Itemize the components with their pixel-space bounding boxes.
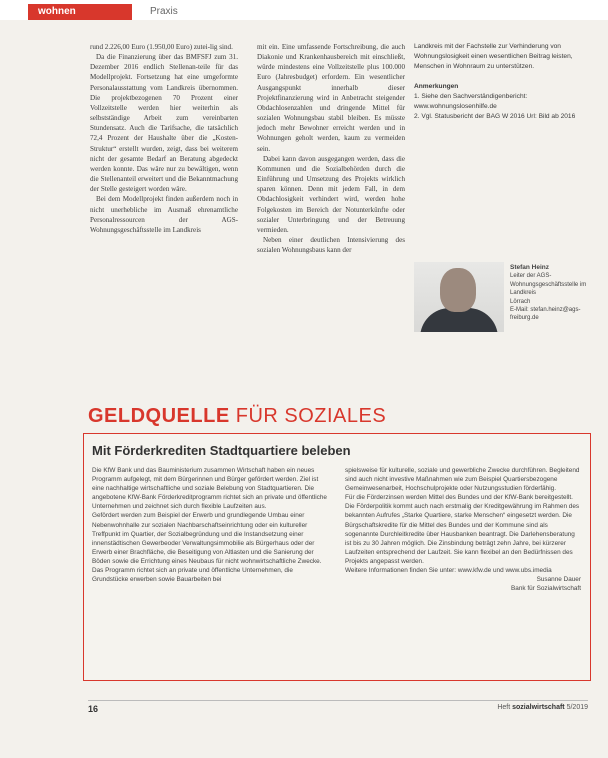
section-title-bold: GELDQUELLE [88,405,230,427]
paragraph: Dabei kann davon ausgegangen werden, dass die Kommunen und die Sozialbehörden durch die Einführung und Umsetzung des Projekts wirklich sparen können. Denn mit jedem Fall, in dem Obdachlosigkeit verhindert wird, werden hohe Folgekosten im Bereich der Notunterkünfte oder sozialer Unterbringung und der Betreuung vermieden. [257,154,405,234]
notes-heading: Anmerkungen [414,83,459,90]
author-bio [510,264,592,323]
paragraph: spielsweise für kulturelle, soziale und gewerbliche Zwecke durchführen. Begleitend sind auch nicht investive Maßnahmen wie zum Beispiel Quartiersbezogene Gemeinwesenarbeit, Hochschulprojekte oder Nutzungsstudien förderfähig. [345,467,580,493]
note-item: 2. Vgl. Statusbericht der BAG W 2016 Url: Bild ab 2016 [414,113,576,120]
magazine-issue: 5/2019 [564,704,588,711]
author-photo [414,262,504,332]
signature-name: Susanne Dauer [536,576,581,584]
paragraph: Die KfW Bank und das Bauministerium zusammen Wirtschaft haben ein neues Programm aufgelegt, mit dem Bürgerinnen und Bürger gefördert werden. Ziel ist eine nachhaltige wirtschaftliche und soziale Belebung von Stadtquartieren. Die angebotene KfW-Bank Förderkreditprogramm richtet sich an private und öffentliche Unternehmen und zeichnet sich durch flexible Laufzeiten aus. [92,467,327,511]
subsection-label: Praxis [150,6,178,17]
bio-line: Lörrach [510,298,531,305]
magazine-label [497,704,588,711]
section-title-rest: FÜR SOZIALES [229,405,387,427]
paragraph: Bei dem Modellprojekt finden außerdem noch in nicht unerhebliche im Ausmaß ehrenamtliche Personalressourcen der AGS-Wohnungsgeschäftsstelle im Landkreis [90,195,238,234]
paragraph: Weitere Informationen finden Sie unter: www.kfw.de und www.ubs.imedia [345,567,552,575]
paragraph: Da die Finanzierung über das BMFSFJ zum 31. Dezember 2016 endlich Stellenan-teile für das Modellprojekt. Fortsetzung hat eine umgeformte Personalausstattung vom Landkreis übernommen. Die projektbezogenen 70 Prozent einer Vollzeitstelle werden hier weiterhin als selbstständige Arbeit zum vereinbarten Stundensatz. Auch die Tarifsache, die tatsächlich 72,4 Prozent der Haushalte über die „Kosten-Struktur“ erstellt wurden, zeigt, dass bei weiterem nicht der gesamte Bedarf an Beratung abgedeckt werden konnte. Das wäre nur zu bewältigen, wenn die Stellenanteil erweitert und die Bekanntmachung der Stelle gesteigert worden wäre. [90,53,238,194]
bio-line: freiburg.de [510,315,539,322]
paragraph: Landkreis mit der Fachstelle zur Verhinderung von Wohnungslosigkeit einen wesentlichen Beitrag leisten, Menschen in Wohnraum zu unterstützen. [414,43,573,70]
paragraph: Für die Förderzinsen werden Mittel des Bundes und der KfW-Bank bereitgestellt. Die Förderpolitik kommt auch nach erstmalig der Kreditgewährung im Rahmen des bekannten Aufrufes „Starke Quartiere, starke Menschen“ eingesetzt werden. Die Bürgschaftskredite für die Mittel des Bundes und der Kommune sind als sogenannte Durchleitkredite über Hausbanken beantragt. Die Darlehensberatung ist bis zu 30 Jahren möglich. Die Zinsbindung beträgt zehn Jahre, bei kürzerer Laufzeiten entsprechend der Laufzeit. Sie kann flexibel an den Bedürfnissen des Projekts angepasst werden. [345,494,580,565]
paragraph: Das Programm richtet sich an private und öffentliche Unternehmen, die Grundstücke erwerben sowie Bauarbeiten bei [92,567,293,584]
footer-rule [88,700,588,701]
bio-line: Leiter der AGS-Wohnungsgeschäftsstelle im Landkreis [510,273,587,297]
info-box-column-2 [345,466,581,593]
info-box-column-1 [92,466,330,584]
signature-org: Bank für Sozialwirtschaft [511,585,581,593]
section-title [88,405,386,428]
info-box-heading: Mit Förderkrediten Stadtquartiere beleben [92,443,351,458]
magazine-name: sozialwirtschaft [512,704,565,711]
top-bar [0,0,608,20]
article-column-3 [414,42,584,122]
author-name: Stefan Heinz [510,264,550,271]
paragraph: rund 2.226,00 Euro (1.950,00 Euro) zutei-lig sind. [90,43,233,51]
paragraph: mit ein. Eine umfassende Fortschreibung, die auch Diakonie und Krankenhausbereich mit einschließt, würde mindestens eine Vollzeitstelle plus 100.000 Euro (Jahresbudget) erfordern. Ein wesentlicher Ausgangspunkt innerhalb dieser Projektfinanzierung wird in Anbetracht steigender Obdachlosenzahlen und dringende Mittel für sozialen Wohnungsbau stabil bleiben. Es müsste jedoch mehr Bewohner erreicht werden und in Wohnungen geholt werden, kaum zu vermeiden sein. [257,43,405,153]
page-number: 16 [88,704,99,714]
paragraph: Gefördert werden zum Beispiel der Erwerb und grundlegende Umbau einer Nebenwohnhalle zur sozialen Nachbarschaftseinrichtung oder ein kultureller Treffpunkt im Quartier, der Sozialbegründung und die Instandsetzung einer innenstädtischen Gewerbeoder Verwaltungsimmobilie als Bürgerhaus oder der Erwerb einer Brachfläche, die Beseitigung von Altlasten und die Sanierung der Böden sowie die Errichtung eines Neubaus für nicht wohnwirtschaftliche Zwecke. [92,512,322,565]
note-item: 1. Siehe den Sachverständigenbericht: www.wohnungslosenhilfe.de [414,93,528,110]
article-column-2 [257,42,405,255]
section-tab: wohnen [28,4,132,20]
article-column-1 [90,42,238,235]
bio-line: E-Mail: stefan.heinz@ags- [510,307,581,314]
magazine-prefix: Heft [497,704,513,711]
paragraph: Neben einer deutlichen Intensivierung des sozialen Wohnungsbaus kann der [257,235,405,255]
